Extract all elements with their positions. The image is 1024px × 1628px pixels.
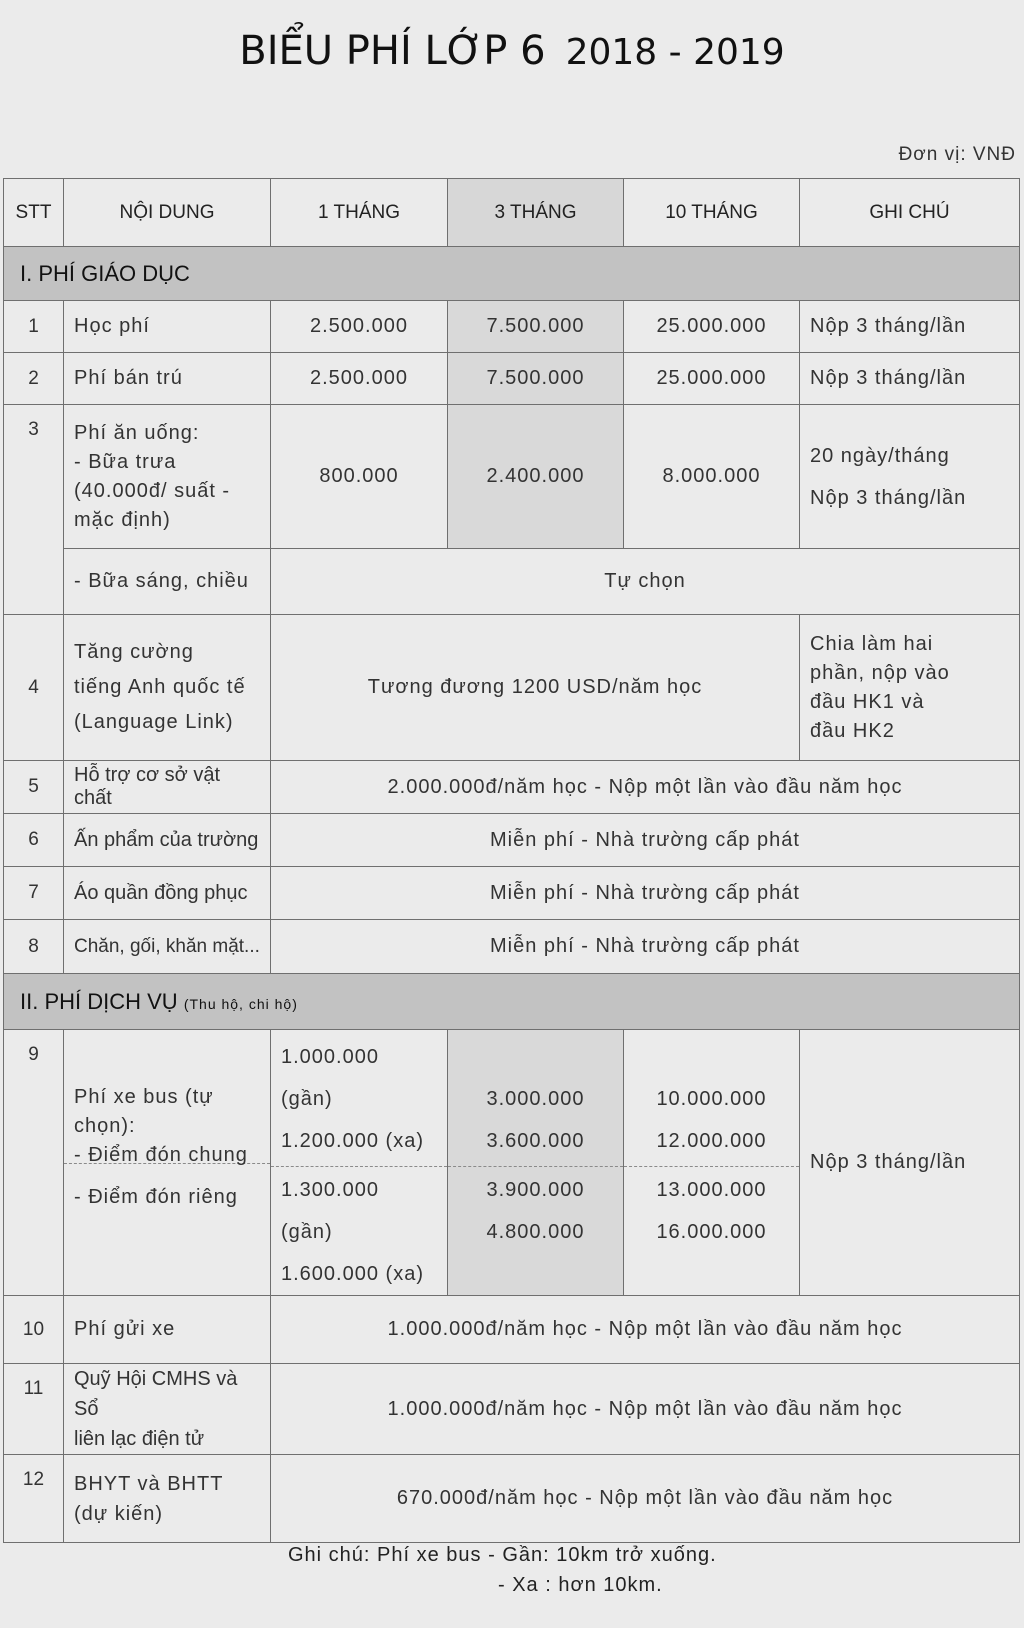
row-note: Nộp 3 tháng/lần bbox=[800, 301, 1020, 353]
section-services-label: II. PHÍ DỊCH VỤ bbox=[20, 988, 178, 1014]
table-subrow bbox=[4, 549, 1020, 615]
row-value: Tương đương 1200 USD/năm học bbox=[271, 615, 800, 761]
row-content bbox=[64, 615, 271, 761]
section-education-title: I. PHÍ GIÁO DỤC bbox=[4, 247, 1020, 301]
row-10-months: 8.000.000 bbox=[624, 405, 800, 549]
row-content-line: BHYT và BHTT bbox=[74, 1472, 224, 1495]
row-content-line: Tăng cường bbox=[74, 641, 194, 663]
table-row bbox=[4, 814, 1020, 867]
row-content-line: mặc định) bbox=[74, 508, 171, 531]
bus-3-months-top bbox=[448, 1072, 623, 1162]
title-year: 2018 - 2019 bbox=[565, 32, 785, 73]
footer-text: Phí xe bus - Gần: 10km trở xuống. bbox=[377, 1544, 717, 1566]
header-row bbox=[4, 179, 1020, 247]
footer-line-1 bbox=[288, 1540, 717, 1570]
header-3-months: 3 THÁNG bbox=[448, 179, 624, 247]
header-1-month: 1 THÁNG bbox=[271, 179, 448, 247]
header-stt: STT bbox=[4, 179, 64, 247]
header-10-months: 10 THÁNG bbox=[624, 179, 800, 247]
row-1-month bbox=[271, 1030, 448, 1296]
row-stt: 7 bbox=[4, 867, 64, 920]
table-row bbox=[4, 405, 1020, 549]
bus-value: 13.000.000 bbox=[656, 1179, 767, 1201]
row-10-months: 25.000.000 bbox=[624, 301, 800, 353]
row-content-line: (40.000đ/ suất - bbox=[74, 479, 231, 502]
section-services-note: (Thu hộ, chi hộ) bbox=[183, 995, 298, 1012]
header-note: GHI CHÚ bbox=[800, 179, 1020, 247]
bus-1-month-bottom bbox=[271, 1167, 447, 1295]
row-content-line: Phí xe bus (tự chọn): bbox=[74, 1086, 214, 1137]
row-value: Miễn phí - Nhà trường cấp phát bbox=[271, 814, 1020, 867]
section-services-title bbox=[4, 974, 1020, 1030]
row-note-line: 20 ngày/tháng bbox=[810, 444, 950, 467]
table-row bbox=[4, 1296, 1020, 1364]
bus-10-months-bottom bbox=[624, 1167, 799, 1253]
row-note: Nộp 3 tháng/lần bbox=[800, 1030, 1020, 1296]
row-note-line: đầu HK1 và bbox=[810, 690, 925, 713]
row-content bbox=[64, 405, 271, 549]
section-services bbox=[4, 974, 1020, 1030]
row-note-line: Nộp 3 tháng/lần bbox=[810, 486, 967, 509]
row-content-line: liên lạc điện tử bbox=[74, 1428, 205, 1450]
row-stt: 9 bbox=[4, 1030, 64, 1296]
row-stt: 2 bbox=[4, 353, 64, 405]
row-content-line: Phí ăn uống: bbox=[74, 421, 200, 444]
table-row bbox=[4, 1455, 1020, 1543]
row-content-line: (dự kiến) bbox=[74, 1502, 164, 1525]
row-3-months: 7.500.000 bbox=[448, 353, 624, 405]
row-note: Nộp 3 tháng/lần bbox=[800, 353, 1020, 405]
row-stt: 10 bbox=[4, 1296, 64, 1364]
section-education bbox=[4, 247, 1020, 301]
row-content-line: Quỹ Hội CMHS và Sổ bbox=[74, 1368, 238, 1420]
bus-value: 16.000.000 bbox=[656, 1221, 767, 1243]
row-1-month: 2.500.000 bbox=[271, 353, 448, 405]
row-stt: 4 bbox=[4, 615, 64, 761]
row-content bbox=[64, 1455, 271, 1543]
row-note bbox=[800, 615, 1020, 761]
table-row bbox=[4, 1364, 1020, 1455]
row-stt: 6 bbox=[4, 814, 64, 867]
bus-3-months-bottom bbox=[448, 1167, 623, 1253]
bus-value: 4.800.000 bbox=[486, 1221, 585, 1243]
footer-note bbox=[288, 1540, 717, 1600]
row-content: Phí bán trú bbox=[64, 353, 271, 405]
table-row bbox=[4, 920, 1020, 974]
row-value: 2.000.000đ/năm học - Nộp một lần vào đầu năm học bbox=[271, 761, 1020, 814]
footer-line-2: - Xa : hơn 10km. bbox=[498, 1574, 663, 1596]
row-content bbox=[64, 1364, 271, 1455]
bus-10-months-top bbox=[624, 1072, 799, 1162]
bus-value: 3.600.000 bbox=[486, 1130, 585, 1152]
row-stt: 11 bbox=[4, 1364, 64, 1455]
bus-value: 1.300.000 (gần) bbox=[281, 1179, 379, 1243]
row-content: Hỗ trợ cơ sở vật chất bbox=[64, 761, 271, 814]
row-value: Miễn phí - Nhà trường cấp phát bbox=[271, 867, 1020, 920]
row-content: - Bữa sáng, chiều bbox=[64, 549, 271, 615]
row-content-line: (Language Link) bbox=[74, 711, 234, 733]
row-content-line: - Điểm đón riêng bbox=[74, 1186, 238, 1208]
row-value: 1.000.000đ/năm học - Nộp một lần vào đầu năm học bbox=[271, 1296, 1020, 1364]
row-3-months bbox=[448, 1030, 624, 1296]
header-content: NỘI DUNG bbox=[64, 179, 271, 247]
bus-value: 10.000.000 bbox=[656, 1088, 767, 1110]
row-stt: 1 bbox=[4, 301, 64, 353]
row-value: 670.000đ/năm học - Nộp một lần vào đầu năm học bbox=[271, 1455, 1020, 1543]
table-row bbox=[4, 301, 1020, 353]
row-value: Tự chọn bbox=[271, 549, 1020, 615]
row-content: Chăn, gối, khăn mặt... bbox=[64, 920, 271, 974]
table-row bbox=[4, 1030, 1020, 1296]
bus-1-month-top bbox=[271, 1030, 447, 1162]
table-row bbox=[4, 615, 1020, 761]
row-stt: 12 bbox=[4, 1455, 64, 1543]
bus-value: 1.600.000 (xa) bbox=[281, 1263, 424, 1285]
bus-content-top bbox=[64, 1065, 270, 1166]
row-10-months bbox=[624, 1030, 800, 1296]
row-content bbox=[64, 1030, 271, 1296]
row-content: Phí gửi xe bbox=[64, 1296, 271, 1364]
footer-label: Ghi chú: bbox=[288, 1544, 371, 1566]
row-note-line: Chia làm hai bbox=[810, 632, 934, 655]
row-content-line: - Điểm đón chung bbox=[74, 1144, 248, 1166]
bus-value: 1.200.000 (xa) bbox=[281, 1130, 424, 1152]
row-10-months: 25.000.000 bbox=[624, 353, 800, 405]
unit-label: Đơn vị: VNĐ bbox=[898, 144, 1016, 165]
bus-value: 3.000.000 bbox=[486, 1088, 585, 1110]
row-note-line: phần, nộp vào bbox=[810, 661, 950, 684]
table-row bbox=[4, 353, 1020, 405]
row-stt: 8 bbox=[4, 920, 64, 974]
bus-value: 1.000.000 (gần) bbox=[281, 1046, 379, 1110]
row-value: Miễn phí - Nhà trường cấp phát bbox=[271, 920, 1020, 974]
row-stt: 5 bbox=[4, 761, 64, 814]
fee-table bbox=[3, 178, 1020, 1543]
table-row bbox=[4, 867, 1020, 920]
row-content: Học phí bbox=[64, 301, 271, 353]
row-note bbox=[800, 405, 1020, 549]
page-title bbox=[0, 28, 1024, 74]
bus-value: 12.000.000 bbox=[656, 1130, 767, 1152]
title-main: BIỂU PHÍ LỚP 6 bbox=[239, 28, 546, 74]
row-1-month: 2.500.000 bbox=[271, 301, 448, 353]
row-content-line: tiếng Anh quốc tế bbox=[74, 676, 246, 698]
row-3-months: 2.400.000 bbox=[448, 405, 624, 549]
row-3-months: 7.500.000 bbox=[448, 301, 624, 353]
row-content: Áo quần đồng phục bbox=[64, 867, 271, 920]
row-content-line: - Bữa trưa bbox=[74, 450, 177, 473]
row-value: 1.000.000đ/năm học - Nộp một lần vào đầu năm học bbox=[271, 1364, 1020, 1455]
bus-value: 3.900.000 bbox=[486, 1179, 585, 1201]
row-content: Ấn phẩm của trường bbox=[64, 814, 271, 867]
table-row bbox=[4, 761, 1020, 814]
row-note-line: đầu HK2 bbox=[810, 719, 895, 742]
row-1-month: 800.000 bbox=[271, 405, 448, 549]
row-stt: 3 bbox=[4, 405, 64, 615]
